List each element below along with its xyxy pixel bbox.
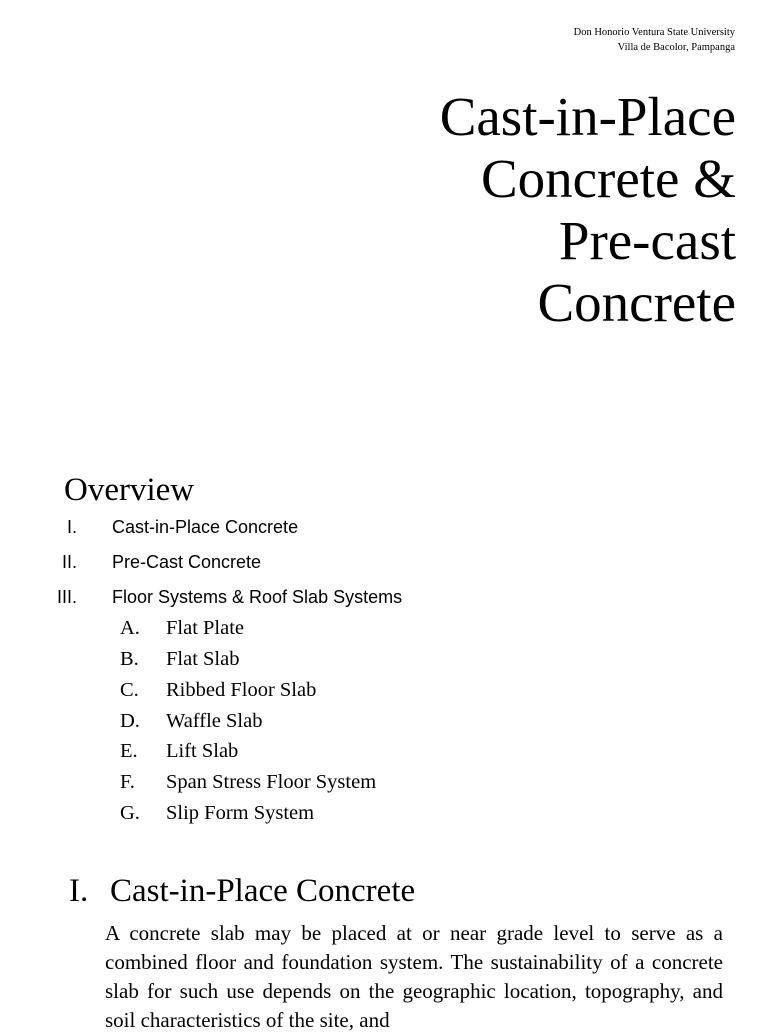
subitem-label: Slip Form System (166, 802, 315, 824)
overview-item-label: Pre-Cast Concrete (112, 552, 262, 572)
subitem-label: Waffle Slab (166, 710, 263, 732)
university-location: Villa de Bacolor, Pampanga (617, 42, 735, 53)
subitem-letter: D. (120, 710, 140, 732)
subitem-letter: C. (120, 679, 139, 701)
overview-item-label: Cast-in-Place Concrete (112, 517, 299, 537)
subitem-letter: E. (120, 740, 138, 762)
subitem-label: Flat Slab (166, 648, 240, 670)
subitem-label: Lift Slab (166, 740, 239, 762)
title-line: Pre-cast (558, 210, 736, 271)
university-name: Don Honorio Ventura State University (573, 27, 735, 38)
overview-item-number: I. (66, 517, 77, 537)
overview-heading: Overview (64, 472, 195, 508)
title-line: Cast-in-Place (439, 86, 736, 147)
overview-item-number: III. (56, 587, 77, 607)
subitem-label: Flat Plate (166, 617, 245, 639)
overview-item-number: II. (61, 552, 77, 572)
subitem-label: Ribbed Floor Slab (166, 679, 317, 701)
title-line: Concrete & (480, 148, 736, 209)
section-title: Cast-in-Place Concrete (110, 873, 416, 909)
section-paragraph: A concrete slab may be placed at or near grade level to serve as a combined floor and foundation system. The sustainability of a concrete slab for such use depends on the geographic location, topography, and soil characteristics of the site, and (105, 921, 723, 1032)
section-number: I. (69, 873, 89, 909)
document-title (440, 86, 736, 334)
document-header (574, 25, 735, 55)
subitem-letter: F. (120, 771, 135, 793)
title-line: Concrete (537, 272, 736, 333)
subitem-letter: B. (120, 648, 139, 670)
subitem-label: Span Stress Floor System (166, 771, 377, 793)
subitem-letter: A. (120, 617, 140, 639)
section-heading (69, 871, 415, 911)
overview-item-label: Floor Systems & Roof Slab Systems (112, 587, 403, 607)
subitem-letter: G. (120, 802, 140, 824)
